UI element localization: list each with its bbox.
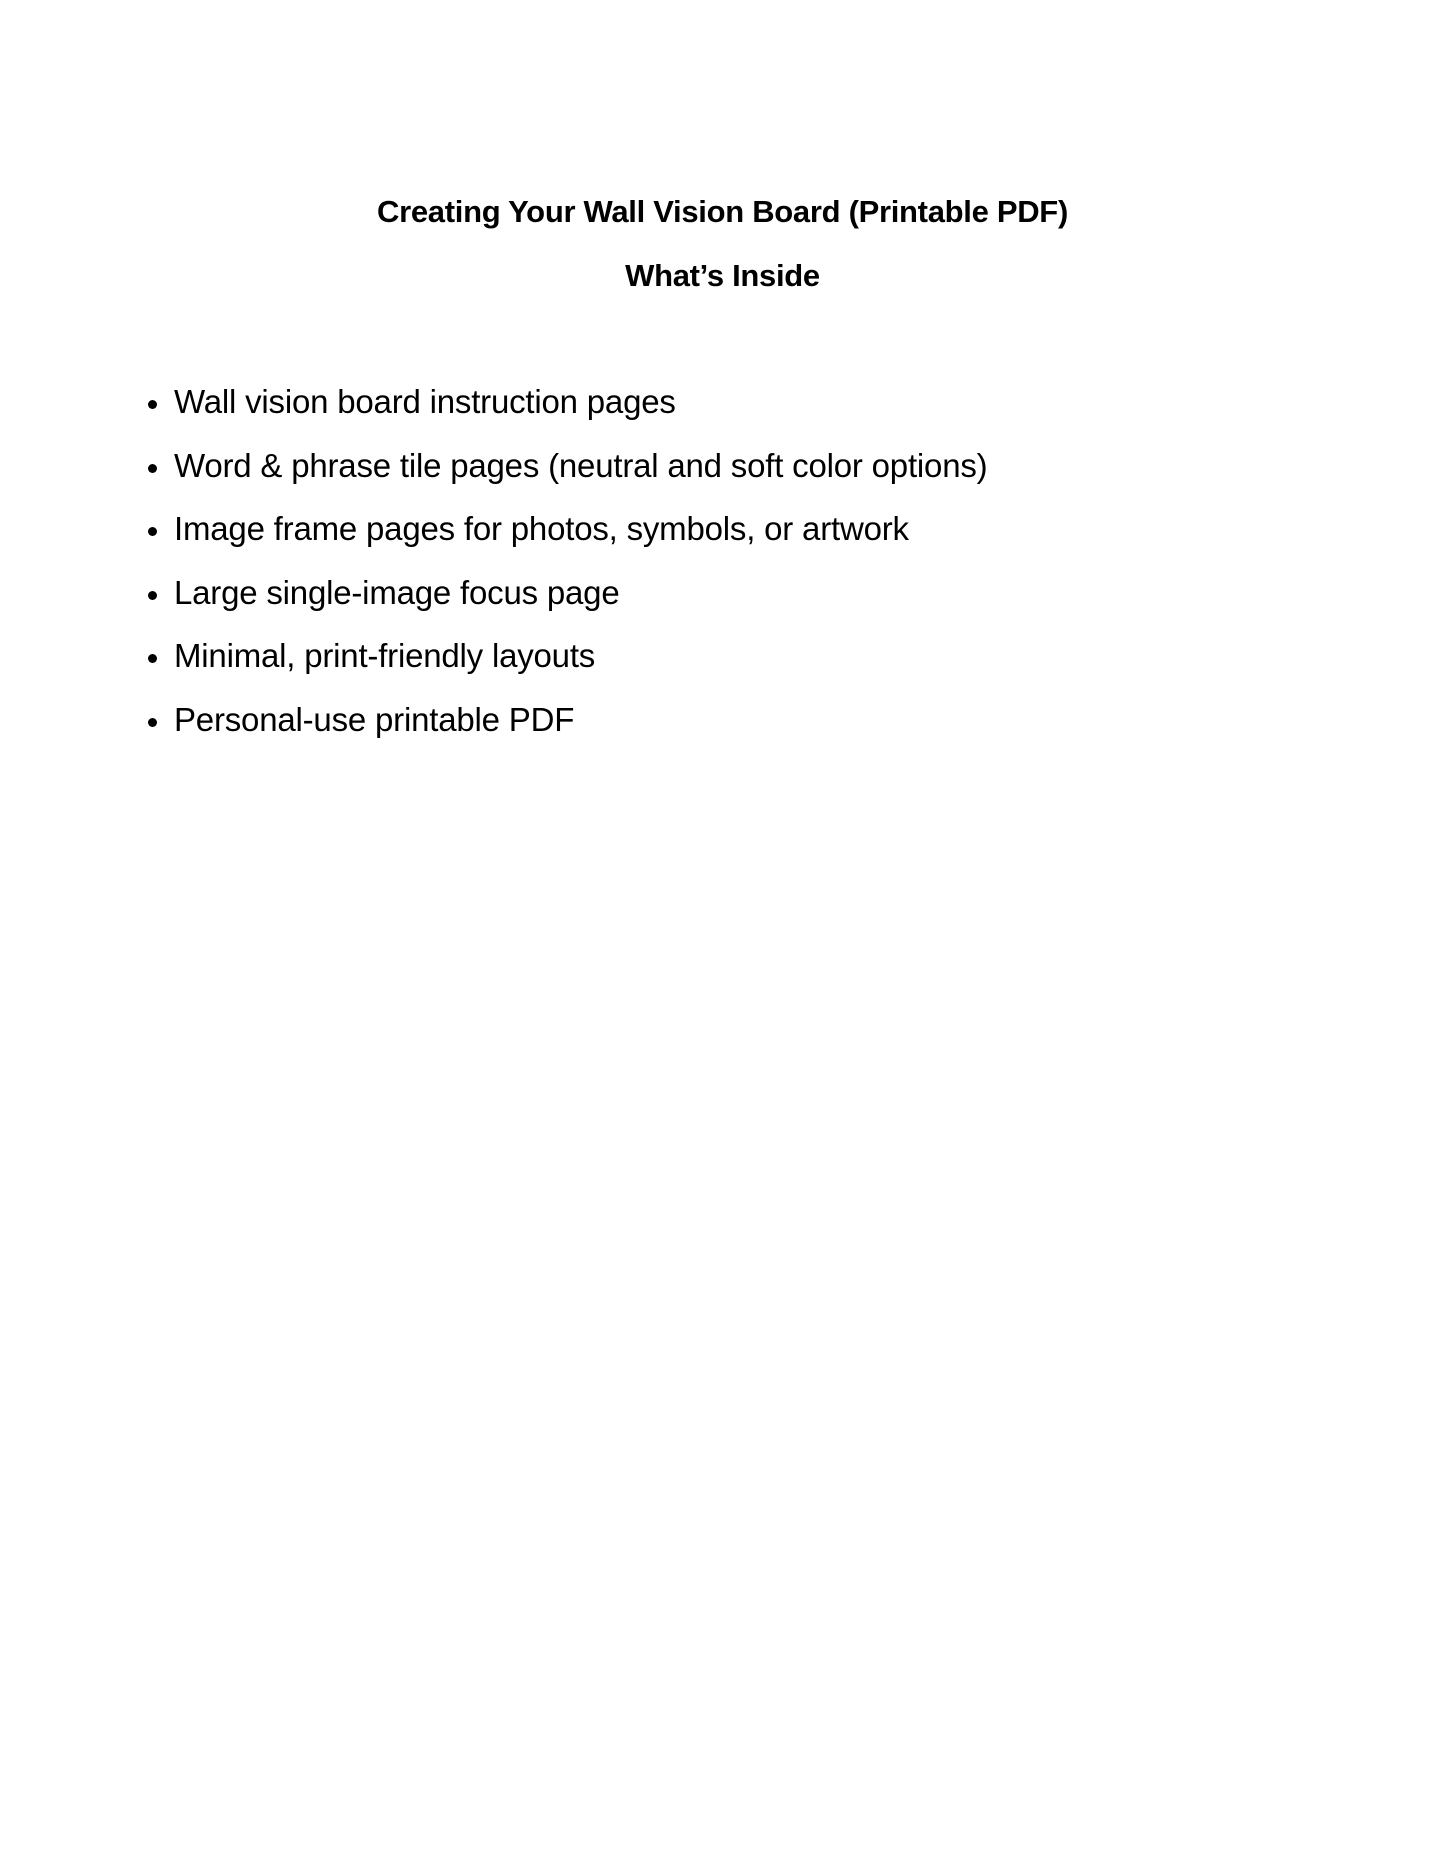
list-item: [146, 445, 987, 509]
list-item-text: Minimal, print-friendly layouts: [174, 637, 596, 674]
list-item: [146, 572, 987, 636]
list-item-text: Image frame pages for photos, symbols, or artwork: [174, 510, 909, 547]
bullet-icon: [148, 400, 157, 409]
page-title: Creating Your Wall Vision Board (Printable PDF): [377, 194, 1068, 229]
bullet-icon: [148, 464, 157, 473]
bullet-icon: [148, 591, 157, 600]
section-heading: What’s Inside: [625, 258, 820, 293]
list-item: [146, 508, 987, 572]
list-item: [146, 635, 987, 699]
list-item-text: Personal-use printable PDF: [174, 700, 575, 738]
list-item-text: Wall vision board instruction pages: [174, 383, 676, 420]
bullet-icon: [148, 527, 157, 536]
contents-list: [146, 381, 987, 762]
bullet-icon: [148, 718, 157, 727]
list-item-text: Word & phrase tile pages (neutral and soft color options): [174, 446, 988, 484]
list-item: [146, 381, 987, 445]
list-item: [146, 699, 987, 763]
list-item-text: Large single-image focus page: [174, 573, 620, 611]
bullet-icon: [148, 654, 157, 663]
